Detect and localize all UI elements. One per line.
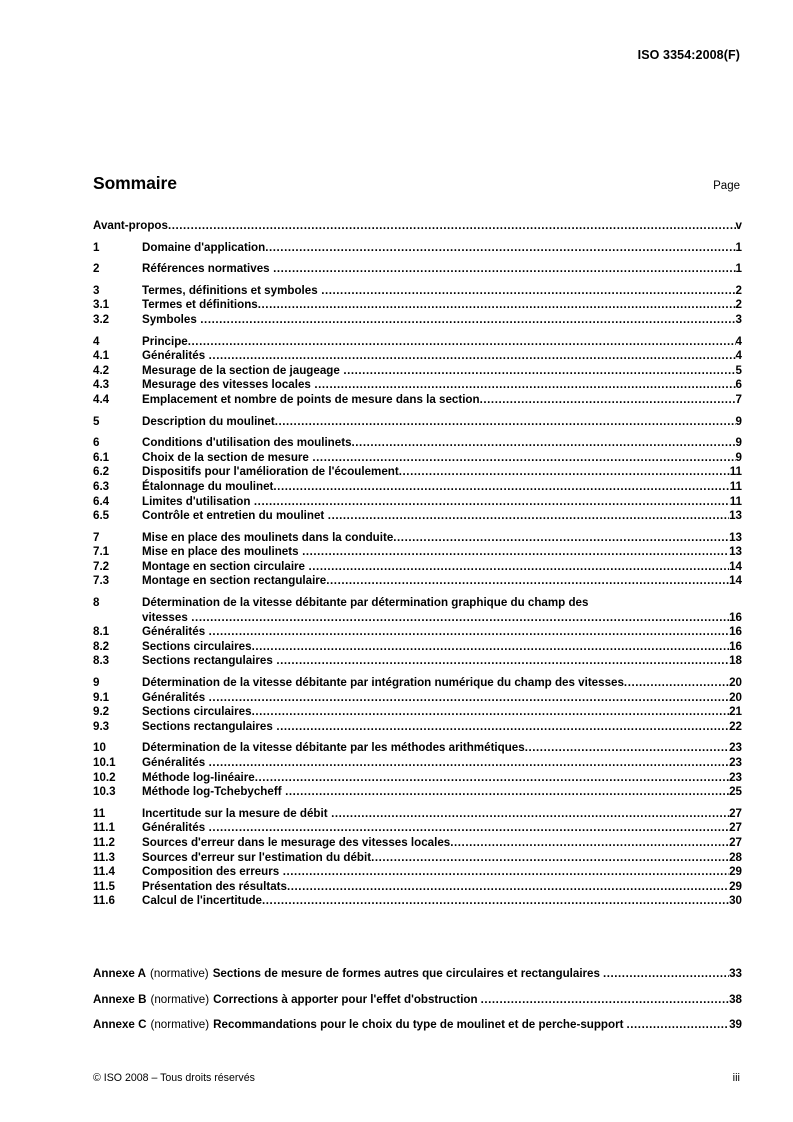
toc-entry[interactable] xyxy=(93,691,742,706)
toc-entry-label: Mise en place des moulinets dans la conduite xyxy=(142,530,394,544)
toc-entry-page: 16 xyxy=(729,610,742,624)
toc-leader-dots xyxy=(352,436,736,448)
toc-entry-number: 9.1 xyxy=(93,690,110,704)
toc-entry-number: 6.3 xyxy=(93,479,110,493)
page-title: Sommaire xyxy=(93,173,177,193)
annex-entry[interactable] xyxy=(93,993,742,1008)
toc-entry[interactable] xyxy=(93,894,742,909)
toc-entry-number: 7.3 xyxy=(93,574,110,588)
toc-entry-label: Mesurage des vitesses locales xyxy=(142,378,311,392)
toc-entry-page: 27 xyxy=(729,821,742,835)
toc-entry[interactable] xyxy=(93,640,742,655)
toc-entry[interactable] xyxy=(93,531,742,546)
toc-entry[interactable] xyxy=(93,436,742,451)
toc-entry-label: Méthode log-linéaire xyxy=(142,770,255,784)
toc-entry-label: Domaine d'application xyxy=(142,240,266,254)
annex-entry-title: Sections de mesure de formes autres que circulaires et rectangulaires xyxy=(212,967,600,980)
toc-entry-number: 10.2 xyxy=(93,770,116,784)
toc-leader-dots xyxy=(252,640,730,652)
toc-entry-number: 9.2 xyxy=(93,705,110,719)
toc-entry-label: Généralités xyxy=(142,349,206,363)
toc-entry[interactable] xyxy=(93,654,742,669)
toc-entry-number: 4.3 xyxy=(93,378,110,392)
toc-entry-number: 11.3 xyxy=(93,850,115,864)
toc-leader-dots xyxy=(302,545,729,557)
toc-leader-dots xyxy=(191,611,729,623)
toc-entry-label: Dispositifs pour l'amélioration de l'écoulement xyxy=(142,465,399,479)
toc-leader-dots xyxy=(209,349,736,361)
toc-entry-page: 25 xyxy=(729,785,742,799)
toc-entry-label: Avant-propos xyxy=(93,219,168,232)
toc-leader-dots xyxy=(262,894,729,906)
toc-entry-label: Symboles xyxy=(142,312,197,326)
toc-leader-dots xyxy=(283,865,729,877)
toc-leader-dots xyxy=(328,509,729,521)
toc-entry-number: 6.4 xyxy=(93,494,110,508)
toc-leader-dots xyxy=(624,676,729,688)
toc-entry-number: 10 xyxy=(93,741,106,755)
annex-entry-kind: (normative) xyxy=(150,1018,210,1032)
toc-entry[interactable] xyxy=(93,241,742,256)
toc-entry-number: 5 xyxy=(93,414,100,428)
toc-leader-dots xyxy=(331,807,729,819)
toc-entry-number: 6.2 xyxy=(93,465,110,479)
toc-entry-label: Montage en section circulaire xyxy=(142,559,306,573)
toc-entry-number: 6 xyxy=(93,436,100,450)
toc-entry-label: Termes, définitions et symboles xyxy=(142,283,318,297)
toc-entry[interactable] xyxy=(93,415,742,430)
toc-entry-label: Généralités xyxy=(142,756,206,769)
toc-leader-dots xyxy=(480,393,736,405)
toc-entry-number: 11.6 xyxy=(93,894,115,908)
annex-leader-dots xyxy=(626,1018,729,1030)
toc-entry[interactable] xyxy=(93,880,742,895)
toc-entry-page: 11 xyxy=(729,494,742,508)
toc-entry-label: Montage en section rectangulaire xyxy=(142,574,327,588)
toc-leader-dots xyxy=(287,880,729,892)
toc-entry-label: Description du moulinet xyxy=(142,414,275,428)
toc-leader-dots xyxy=(285,785,729,797)
annex-entry[interactable] xyxy=(93,967,742,982)
toc-entry-label: Sources d'erreur dans le mesurage des vitesses locales xyxy=(142,835,451,849)
toc-leader-dots xyxy=(321,284,735,296)
toc-leader-dots xyxy=(209,756,729,768)
toc-title-row xyxy=(93,173,740,194)
toc-entry-label: Principe xyxy=(142,334,188,348)
toc-entry-number: 1 xyxy=(93,240,100,254)
toc-entry-label: Sections rectangulaires xyxy=(142,654,273,668)
toc-entry-page: 20 xyxy=(729,676,742,690)
annex-leader-dots xyxy=(603,967,729,979)
toc-leader-dots xyxy=(209,691,729,703)
toc-leader-dots xyxy=(371,851,729,863)
toc-entry[interactable] xyxy=(93,851,742,866)
toc-entry-page: 23 xyxy=(729,741,742,755)
toc-leader-dots xyxy=(525,741,729,753)
toc-entry-number: 3 xyxy=(93,283,100,297)
toc-entry-number: 11.5 xyxy=(93,879,115,893)
toc-entry-page: 1 xyxy=(735,240,742,254)
toc-entry[interactable] xyxy=(93,545,742,560)
toc-entry[interactable] xyxy=(93,756,742,771)
toc-entry[interactable] xyxy=(93,451,742,466)
toc-entry-page: 22 xyxy=(729,719,742,733)
toc-entry-page: 29 xyxy=(729,865,742,879)
toc-entry-page: 13 xyxy=(729,530,742,544)
toc-entry-label: Calcul de l'incertitude xyxy=(142,894,263,908)
toc-entry-label: Sections rectangulaires xyxy=(142,719,273,733)
toc-entry[interactable] xyxy=(93,298,742,313)
annex-entry-kind: (normative) xyxy=(150,967,209,980)
toc-entry[interactable] xyxy=(93,495,742,510)
toc-entry-number: 3.2 xyxy=(93,312,110,326)
toc-entry-page: 21 xyxy=(729,705,742,719)
toc-entry-page: 23 xyxy=(729,756,742,769)
toc-entry-label: Détermination de la vitesse débitante par détermination graphique du champ des xyxy=(142,596,589,610)
toc-leader-dots xyxy=(276,654,729,666)
toc-entry-number: 4.1 xyxy=(93,349,110,363)
toc-entry-label: Mesurage de la section de jaugeage xyxy=(142,363,340,377)
toc-entry-label: Références normatives xyxy=(142,262,270,276)
annex-entry-name: Annexe B xyxy=(93,992,147,1006)
toc-entry-page: 13 xyxy=(729,509,742,523)
toc-leader-dots xyxy=(255,771,729,783)
annex-entry-name: Annexe A xyxy=(93,967,147,980)
toc-entry-number: 4.4 xyxy=(93,392,110,406)
toc-entry-label: Choix de la section de mesure xyxy=(142,450,309,464)
toc-leader-dots xyxy=(258,298,736,310)
toc-entry-label: Contrôle et entretien du moulinet xyxy=(142,509,325,523)
toc-entry[interactable] xyxy=(93,676,742,691)
toc-entry[interactable] xyxy=(93,865,742,880)
toc-entry-page: 5 xyxy=(735,363,742,377)
toc-entry-number: 8 xyxy=(93,596,100,610)
toc-entry-label: Termes et définitions xyxy=(142,298,258,312)
toc-entry-page: 9 xyxy=(735,450,742,464)
toc-entry[interactable] xyxy=(93,785,742,800)
annex-entry[interactable] xyxy=(93,1018,742,1033)
toc-entry-label: Présentation des résultats xyxy=(142,879,287,893)
toc-leader-dots xyxy=(273,262,735,274)
page-column-label: Page xyxy=(713,180,740,192)
toc-entry-page: 16 xyxy=(729,639,742,653)
toc-entry[interactable] xyxy=(93,378,742,393)
toc-entry-number: 8.3 xyxy=(93,654,110,668)
toc-entry-label: Méthode log-Tchebycheff xyxy=(142,785,282,799)
document-footer xyxy=(93,1072,740,1084)
toc-entry-label: Généralités xyxy=(142,690,206,704)
toc-entry[interactable] xyxy=(93,284,742,299)
toc-entry-label: Détermination de la vitesse débitante par intégration numérique du champ des vitesses xyxy=(142,676,624,690)
document-reference: ISO 3354:2008(F) xyxy=(637,48,740,62)
toc-entry-label: Incertitude sur la mesure de débit xyxy=(142,806,328,820)
toc-entry-page: 23 xyxy=(729,770,742,784)
annex-list xyxy=(93,967,742,1044)
toc-entry-page: 30 xyxy=(729,894,742,908)
toc-entry-number: 9.3 xyxy=(93,719,110,733)
toc-entry-page: v xyxy=(735,219,742,232)
toc-entry-number: 7 xyxy=(93,530,100,544)
toc-leader-dots xyxy=(265,241,735,253)
toc-leader-dots xyxy=(200,313,735,325)
toc-entry-number: 4.2 xyxy=(93,363,110,377)
toc-entry[interactable] xyxy=(93,349,742,364)
toc-entry[interactable] xyxy=(93,720,742,735)
toc-leader-dots xyxy=(399,465,730,477)
toc-entry-label: Détermination de la vitesse débitante par les méthodes arithmétiques xyxy=(142,741,525,755)
toc-entry-label: Sections circulaires xyxy=(142,639,252,653)
table-of-contents xyxy=(93,219,742,909)
toc-entry-number: 4 xyxy=(93,334,100,348)
toc-entry-page: 6 xyxy=(735,378,742,392)
toc-entry[interactable] xyxy=(93,807,742,822)
toc-entry-number: 11.2 xyxy=(93,835,115,849)
toc-entry-page: 14 xyxy=(729,574,742,588)
toc-entry[interactable] xyxy=(93,705,742,720)
toc-entry-page: 13 xyxy=(729,545,742,559)
toc-entry-number: 3.1 xyxy=(93,298,110,312)
toc-entry-number: 8.2 xyxy=(93,639,110,653)
toc-entry[interactable] xyxy=(93,574,742,589)
toc-leader-dots xyxy=(273,480,729,492)
toc-leader-dots xyxy=(393,531,729,543)
toc-entry-page: 2 xyxy=(735,298,742,312)
toc-leader-dots xyxy=(314,378,735,390)
toc-entry-page: 16 xyxy=(729,625,742,639)
toc-entry-label-continued: vitesses xyxy=(142,610,188,624)
toc-entry[interactable] xyxy=(93,364,742,379)
toc-entry-page: 2 xyxy=(735,283,742,297)
toc-entry[interactable] xyxy=(93,821,742,836)
toc-entry-page: 20 xyxy=(729,690,742,704)
toc-entry[interactable] xyxy=(93,596,742,625)
toc-entry[interactable] xyxy=(93,836,742,851)
toc-entry-label: Sources d'erreur sur l'estimation du débit xyxy=(142,850,372,864)
toc-entry-page: 28 xyxy=(729,850,742,864)
toc-entry-number: 8.1 xyxy=(93,625,110,639)
toc-entry[interactable] xyxy=(93,465,742,480)
toc-entry-number: 6.1 xyxy=(93,450,110,464)
toc-entry-page: 1 xyxy=(735,262,742,276)
toc-entry-page: 27 xyxy=(729,835,742,849)
toc-entry-label: Limites d'utilisation xyxy=(142,494,251,508)
toc-entry-page: 27 xyxy=(729,806,742,820)
toc-entry-number: 7.2 xyxy=(93,559,110,573)
toc-entry-number: 11 xyxy=(93,806,106,820)
toc-entry-number: 9 xyxy=(93,676,100,690)
annex-entry-title: Recommandations pour le choix du type de moulinet et de perche-support xyxy=(213,1018,624,1032)
toc-entry-page: 7 xyxy=(735,392,742,406)
toc-leader-dots xyxy=(168,219,736,231)
toc-entry-label: Généralités xyxy=(142,625,206,639)
toc-entry[interactable] xyxy=(93,625,742,640)
annex-leader-dots xyxy=(481,993,730,1005)
toc-entry[interactable] xyxy=(93,313,742,328)
copyright-notice: © ISO 2008 – Tous droits réservés xyxy=(93,1072,255,1084)
toc-entry[interactable] xyxy=(93,560,742,575)
document-header xyxy=(93,48,740,62)
toc-leader-dots xyxy=(209,821,729,833)
toc-entry[interactable] xyxy=(93,335,742,350)
annex-entry-title: Corrections à apporter pour l'effet d'obstruction xyxy=(213,992,478,1006)
toc-entry-label: Emplacement et nombre de points de mesure dans la section xyxy=(142,392,480,406)
toc-entry[interactable] xyxy=(93,219,742,234)
toc-leader-dots xyxy=(326,574,729,586)
toc-entry[interactable] xyxy=(93,771,742,786)
annex-entry-kind: (normative) xyxy=(150,992,210,1006)
toc-entry-page: 11 xyxy=(729,465,742,479)
toc-entry-page: 18 xyxy=(729,654,742,668)
toc-leader-dots xyxy=(276,720,729,732)
toc-entry-number: 7.1 xyxy=(93,545,110,559)
toc-entry-label: Mise en place des moulinets xyxy=(142,545,299,559)
toc-entry-number: 11.4 xyxy=(93,865,115,879)
toc-entry-page: 29 xyxy=(729,879,742,893)
toc-leader-dots xyxy=(254,495,730,507)
toc-entry-number: 11.1 xyxy=(93,821,115,835)
page-folio: iii xyxy=(732,1072,740,1084)
toc-entry-page: 9 xyxy=(735,436,742,450)
toc-entry-page: 11 xyxy=(729,479,742,493)
toc-leader-dots xyxy=(343,364,735,376)
toc-entry-label: Généralités xyxy=(142,821,206,835)
toc-entry-label: Conditions d'utilisation des moulinets xyxy=(142,436,352,450)
toc-leader-dots xyxy=(209,625,729,637)
toc-entry[interactable] xyxy=(93,741,742,756)
annex-entry-page: 33 xyxy=(729,967,742,980)
toc-entry-page: 9 xyxy=(735,414,742,428)
toc-entry-page: 3 xyxy=(735,312,742,326)
toc-entry-page: 4 xyxy=(735,334,742,348)
toc-entry-label: Sections circulaires xyxy=(142,705,252,719)
toc-leader-dots xyxy=(188,335,736,347)
toc-entry[interactable] xyxy=(93,393,742,408)
toc-entry-page: 4 xyxy=(735,349,742,363)
toc-entry[interactable] xyxy=(93,262,742,277)
annex-entry-page: 39 xyxy=(729,1018,742,1032)
toc-leader-dots xyxy=(275,415,736,427)
toc-leader-dots xyxy=(450,836,729,848)
toc-entry-label: Étalonnage du moulinet xyxy=(142,479,274,493)
toc-leader-dots xyxy=(312,451,735,463)
toc-entry[interactable] xyxy=(93,509,742,524)
annex-entry-name: Annexe C xyxy=(93,1018,147,1032)
toc-entry-number: 10.3 xyxy=(93,785,116,799)
toc-leader-dots xyxy=(309,560,730,572)
toc-entry-number: 6.5 xyxy=(93,509,110,523)
toc-entry-number: 2 xyxy=(93,262,100,276)
toc-entry-label: Composition des erreurs xyxy=(142,865,280,879)
toc-entry-page: 14 xyxy=(729,559,742,573)
toc-leader-dots xyxy=(252,705,730,717)
toc-entry-number: 10.1 xyxy=(93,756,116,769)
annex-entry-page: 38 xyxy=(729,992,742,1006)
toc-entry[interactable] xyxy=(93,480,742,495)
